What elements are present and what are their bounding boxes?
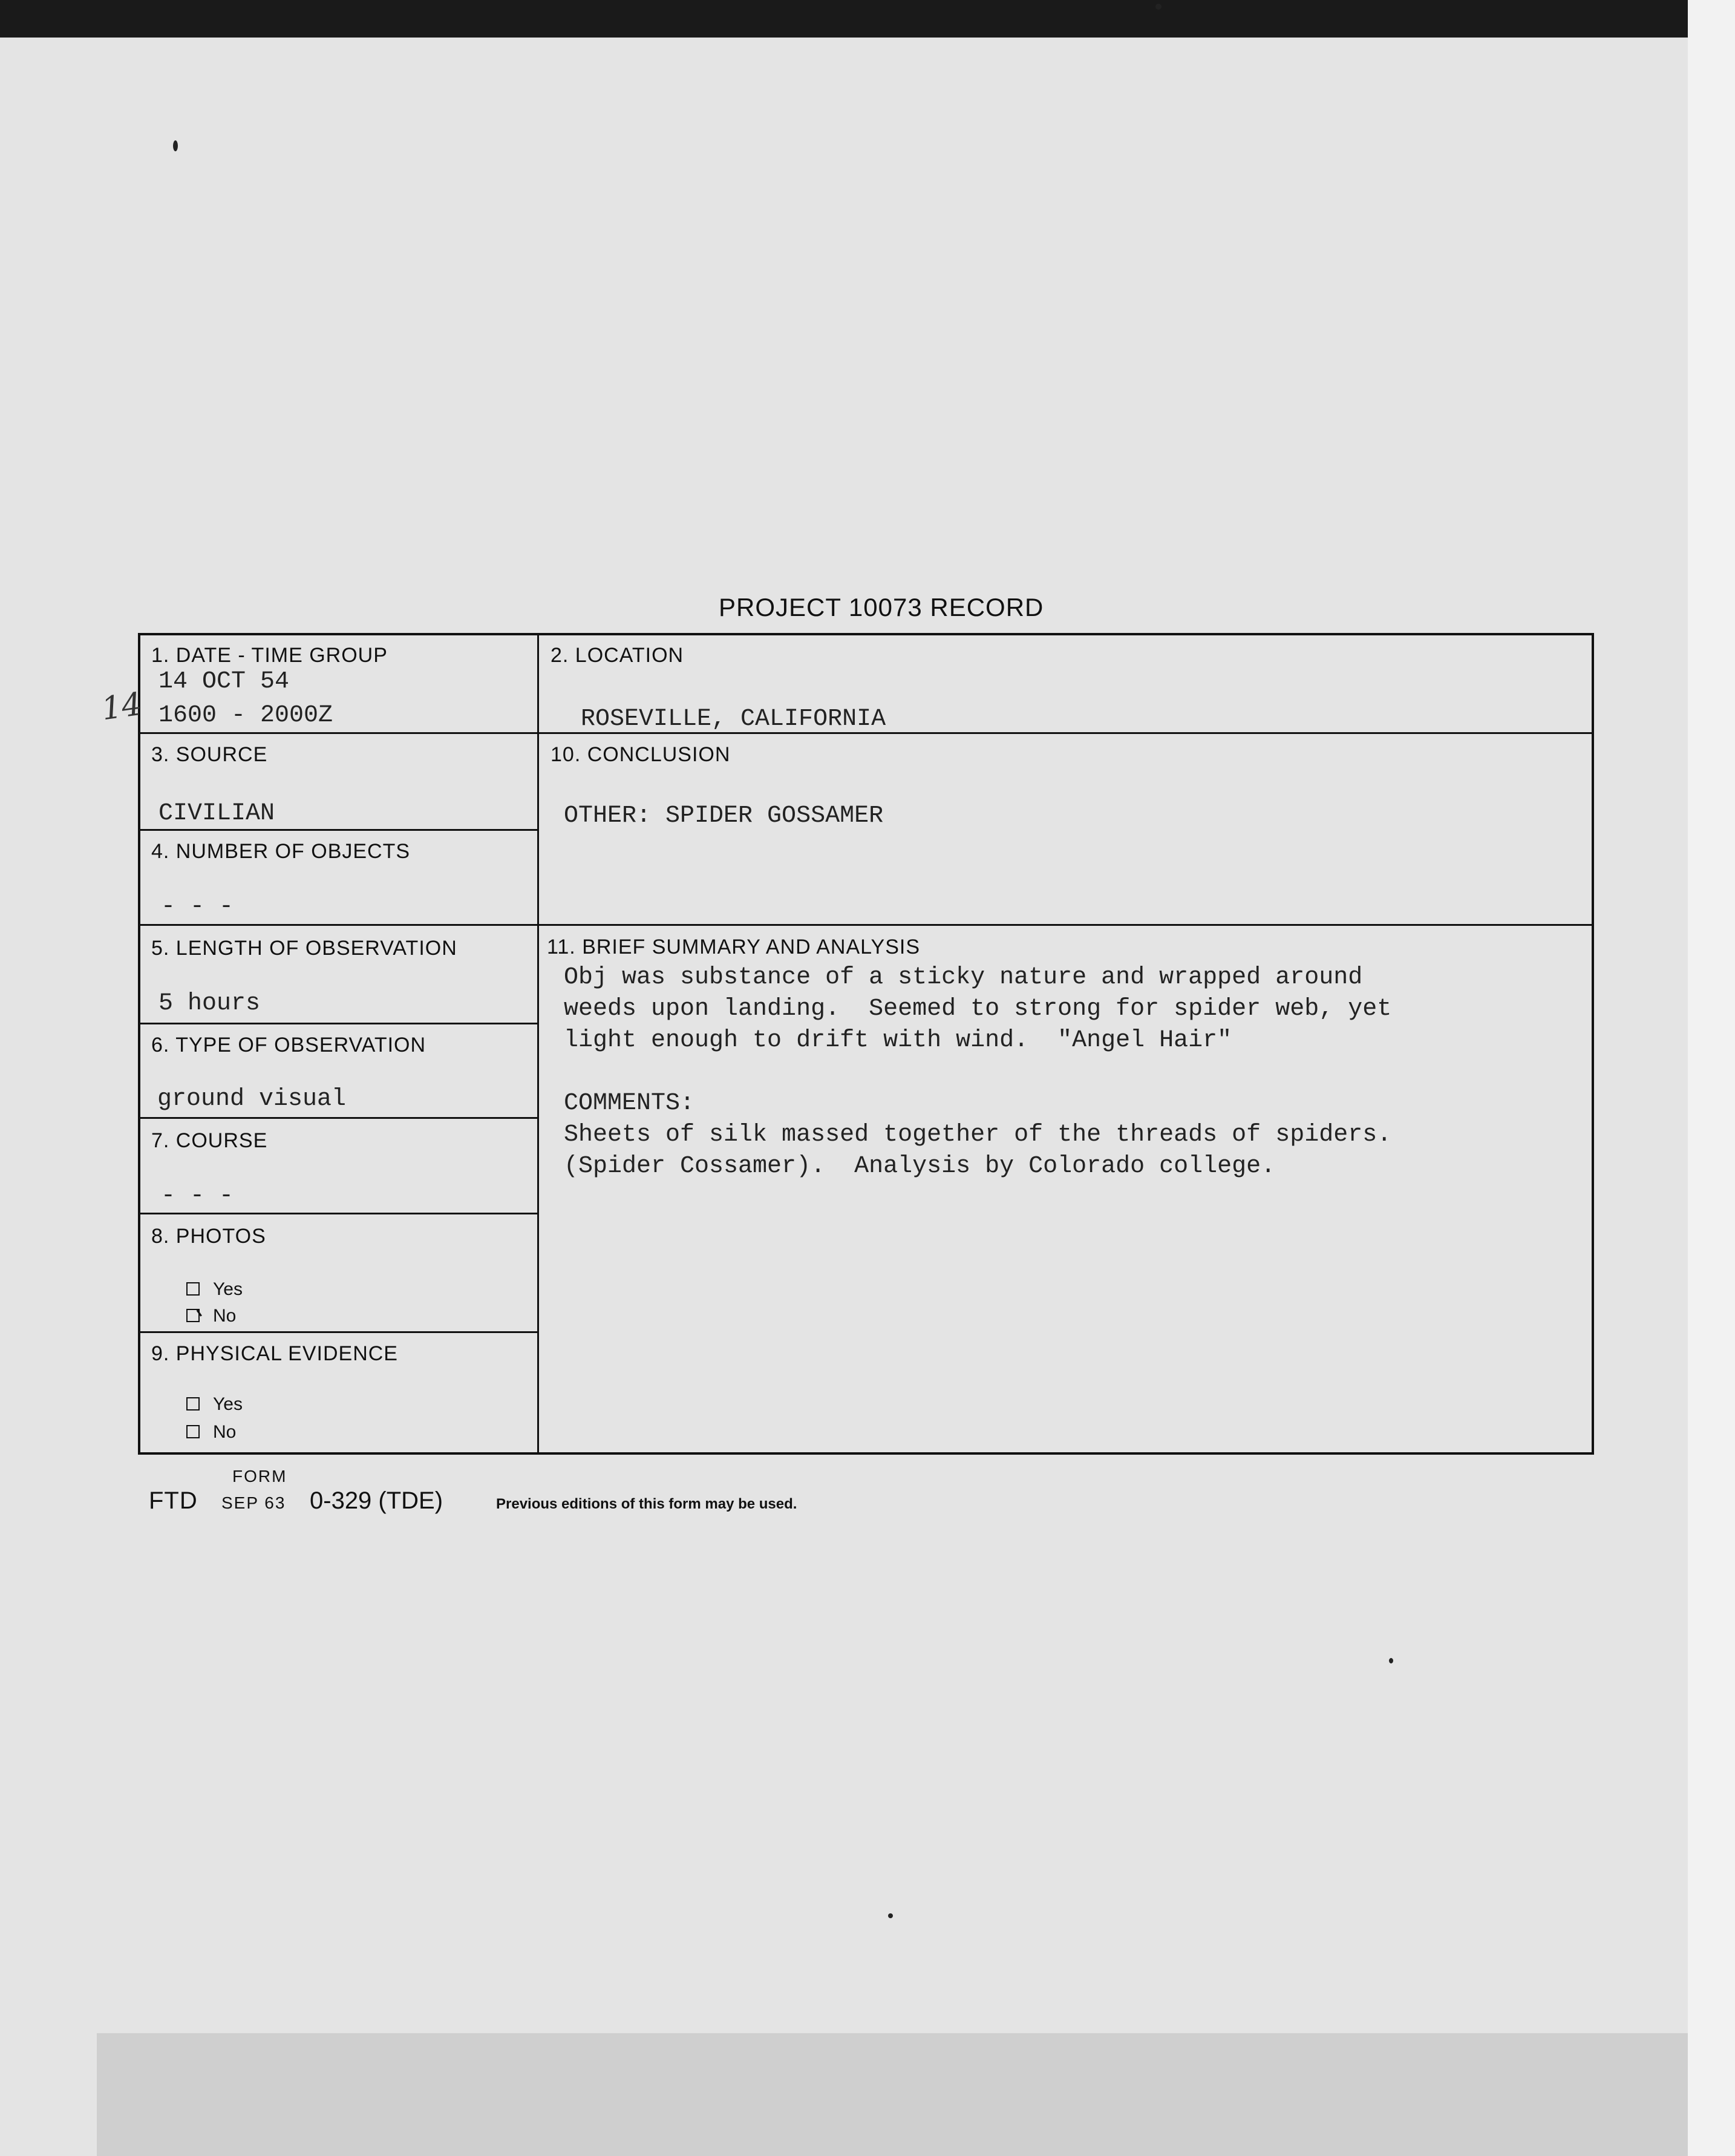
date-time-label: 1. DATE - TIME GROUP — [151, 644, 388, 667]
length-of-observation-value: 5 hours — [158, 990, 261, 1017]
handwritten-margin-note: 14 — [99, 686, 145, 728]
checkbox[interactable] — [186, 1397, 200, 1411]
type-of-observation-value: ground visual — [157, 1086, 347, 1113]
photos-label: 8. PHOTOS — [151, 1225, 266, 1248]
summary-line: weeds upon landing. Seemed to strong for spider web, yet — [564, 995, 1392, 1023]
record-form — [138, 633, 1594, 1455]
comments-line: Sheets of silk massed together of the threads of spiders. — [564, 1121, 1392, 1148]
summary-label: 11. BRIEF SUMMARY AND ANALYSIS — [547, 935, 921, 958]
page-title: PROJECT 10073 RECORD — [719, 593, 1044, 621]
footer-date: SEP 63 — [221, 1493, 286, 1512]
type-of-observation-label: 6. TYPE OF OBSERVATION — [151, 1034, 426, 1057]
row-divider — [140, 1213, 537, 1214]
row-divider — [140, 1023, 537, 1024]
row-divider — [140, 1117, 537, 1119]
footer-form-word: FORM — [232, 1467, 287, 1486]
summary-text — [564, 962, 1391, 1057]
time-value: 1600 - 2000Z — [158, 702, 333, 729]
source-label: 3. SOURCE — [151, 743, 268, 766]
dust-speck — [1155, 4, 1162, 10]
source-value: CIVILIAN — [158, 800, 275, 827]
evidence-no-option[interactable]: No — [186, 1422, 236, 1443]
summary-line: light enough to drift with wind. "Angel Hair" — [564, 1027, 1232, 1054]
dust-speck — [1389, 1658, 1393, 1663]
course-label: 7. COURSE — [151, 1129, 268, 1152]
course-value: - - - — [161, 1182, 234, 1210]
dust-speck — [888, 1913, 893, 1918]
comments-text — [564, 1088, 1391, 1182]
row-divider — [140, 1331, 537, 1333]
footer-note: Previous editions of this form may be used. — [496, 1496, 797, 1512]
row-divider — [140, 829, 537, 831]
date-value: 14 OCT 54 — [158, 668, 290, 695]
summary-line: Obj was substance of a sticky nature and wrapped around — [564, 964, 1363, 991]
evidence-yes-option[interactable]: Yes — [186, 1394, 243, 1415]
column-divider — [537, 635, 539, 1455]
physical-evidence-label: 9. PHYSICAL EVIDENCE — [151, 1342, 398, 1365]
footer-ftd: FTD — [149, 1487, 198, 1514]
checkbox[interactable] — [186, 1282, 200, 1296]
location-value: ROSEVILLE, CALIFORNIA — [581, 706, 886, 733]
photos-no-option[interactable]: No — [186, 1306, 236, 1326]
checkbox-checked[interactable] — [186, 1309, 200, 1322]
comments-heading: COMMENTS: — [564, 1090, 695, 1117]
scan-shadow-band — [97, 2033, 1688, 2156]
scan-edge — [1688, 0, 1735, 2156]
photos-yes-option[interactable]: Yes — [186, 1279, 243, 1300]
conclusion-value: OTHER: SPIDER GOSSAMER — [564, 802, 884, 830]
dust-speck — [173, 140, 178, 151]
checkbox[interactable] — [186, 1425, 200, 1438]
row-divider — [140, 924, 1592, 926]
number-of-objects-label: 4. NUMBER OF OBJECTS — [151, 840, 411, 863]
length-of-observation-label: 5. LENGTH OF OBSERVATION — [151, 937, 457, 960]
location-label: 2. LOCATION — [551, 644, 684, 667]
number-of-objects-value: - - - — [161, 893, 234, 920]
conclusion-label: 10. CONCLUSION — [551, 743, 731, 766]
footer-form-number: 0-329 (TDE) — [310, 1487, 443, 1514]
comments-line: (Spider Cossamer). Analysis by Colorado college. — [564, 1153, 1276, 1180]
